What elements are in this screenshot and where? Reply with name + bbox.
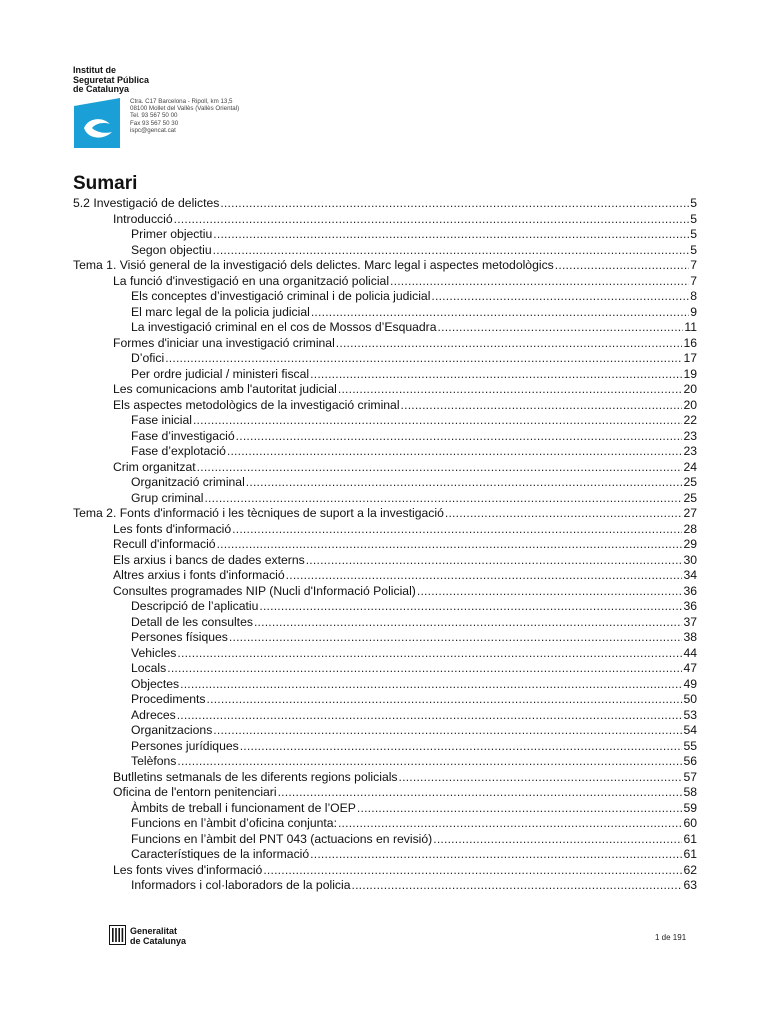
toc-dot-leader <box>180 677 682 693</box>
toc-entry-title: Fase d’explotació <box>131 444 226 458</box>
toc-entry-page: 47 <box>683 661 697 675</box>
page-title: Sumari <box>73 173 138 194</box>
toc-entry[interactable] <box>73 816 697 832</box>
generalitat-emblem-icon <box>109 925 126 945</box>
toc-dot-leader <box>177 646 682 662</box>
toc-entry-page: 58 <box>683 785 697 799</box>
toc-entry[interactable] <box>73 630 697 646</box>
toc-entry-title: Altres arxius i fonts d'informació <box>113 568 285 582</box>
toc-dot-leader <box>555 258 689 274</box>
toc-entry-title: Telèfons <box>131 754 177 768</box>
toc-entry[interactable] <box>73 770 697 786</box>
toc-entry[interactable] <box>73 878 697 894</box>
toc-entry[interactable] <box>73 584 697 600</box>
toc-entry-page: 63 <box>683 878 697 892</box>
toc-dot-leader <box>213 723 682 739</box>
toc-dot-leader <box>417 584 683 600</box>
toc-entry[interactable] <box>73 553 697 569</box>
toc-entry-title: Funcions en l’àmbit d’oficina conjunta: <box>131 816 337 830</box>
page-indicator: 1 de 191 <box>655 933 687 942</box>
toc-entry[interactable] <box>73 801 697 817</box>
toc-dot-leader <box>310 847 682 863</box>
toc-dot-leader <box>165 351 682 367</box>
toc-dot-leader <box>217 537 683 553</box>
toc-entry-page: 28 <box>683 521 697 536</box>
toc-entry-page: 16 <box>683 335 697 350</box>
toc-entry[interactable] <box>73 754 697 770</box>
toc-entry[interactable] <box>73 615 697 631</box>
toc-dot-leader <box>213 243 690 259</box>
toc-entry-page: 54 <box>683 723 697 737</box>
toc-dot-leader <box>336 336 683 352</box>
toc-entry-page: 20 <box>683 397 697 412</box>
toc-dot-leader <box>207 692 683 708</box>
toc-entry-title: Primer objectiu <box>131 227 213 241</box>
toc-entry-title: Els arxius i bancs de dades externs <box>113 552 305 567</box>
toc-entry-title: Detall de les consultes <box>131 614 253 629</box>
toc-entry[interactable] <box>73 646 697 662</box>
toc-entry-title: Objectes <box>131 676 180 691</box>
toc-entry-title: Butlletins setmanals de les diferents regions policials <box>113 769 398 784</box>
toc-entry[interactable] <box>73 429 697 445</box>
institution-name <box>73 66 149 95</box>
toc-entry-page: 20 <box>683 382 697 396</box>
toc-entry[interactable] <box>73 832 697 848</box>
toc-entry[interactable] <box>73 491 697 507</box>
toc-dot-leader <box>177 708 683 724</box>
toc-entry-title: Tema 2. Fonts d'informació i les tècniques de suport a la investigació <box>73 506 444 520</box>
toc-dot-leader <box>351 878 682 894</box>
toc-entry-page: 27 <box>683 506 697 520</box>
institution-contact <box>130 98 239 134</box>
toc-entry-page: 8 <box>690 289 697 303</box>
toc-entry-page: 62 <box>683 862 697 877</box>
toc-entry-title: Per ordre judicial / ministeri fiscal <box>131 366 310 381</box>
toc-entry[interactable] <box>73 258 697 274</box>
toc-dot-leader <box>311 305 689 321</box>
toc-entry[interactable] <box>73 367 697 383</box>
toc-entry-page: 19 <box>683 366 697 381</box>
toc-dot-leader <box>438 320 684 336</box>
toc-entry[interactable] <box>73 320 697 336</box>
toc-entry-title: Segon objectiu <box>131 242 212 257</box>
contact-line: Ctra. C17 Barcelona - Ripoll, km 13,5 <box>130 98 233 105</box>
toc-dot-leader <box>263 863 682 879</box>
toc-dot-leader <box>236 429 683 445</box>
toc-entry-title: Fase inicial <box>131 413 192 427</box>
toc-entry-page: 17 <box>683 351 697 365</box>
contact-line: 08100 Mollet del Vallès (Vallès Oriental) <box>130 105 240 113</box>
toc-entry[interactable] <box>73 212 697 228</box>
toc-dot-leader <box>338 816 682 832</box>
toc-entry-page: 34 <box>683 568 697 582</box>
toc-entry-title: Consultes programades NIP (Nucli d'Informació Policial) <box>113 583 416 598</box>
toc-entry[interactable] <box>73 398 697 414</box>
toc-entry-page: 11 <box>684 320 697 334</box>
toc-entry-title: Organitzacions <box>131 723 213 737</box>
toc-entry-page: 9 <box>690 304 697 319</box>
toc-entry-page: 55 <box>683 738 697 753</box>
toc-entry-page: 22 <box>683 413 697 427</box>
toc-entry[interactable] <box>73 444 697 460</box>
toc-entry[interactable] <box>73 847 697 863</box>
toc-entry-page: 5 <box>690 211 697 226</box>
toc-entry[interactable] <box>73 863 697 879</box>
toc-entry-title: Funcions en l’àmbit del PNT 043 (actuacions en revisió) <box>131 831 433 846</box>
toc-dot-leader <box>401 398 683 414</box>
toc-entry-page: 49 <box>683 676 697 691</box>
toc-entry-title: Fase d’investigació <box>131 428 235 443</box>
generalitat-name-line: Generalitat <box>130 926 178 936</box>
toc-entry-page: 57 <box>683 769 697 784</box>
toc-entry-page: 53 <box>683 707 697 722</box>
toc-entry-title: Recull d'informació <box>113 537 216 551</box>
toc-entry[interactable] <box>73 243 697 259</box>
institution-header <box>73 66 373 150</box>
toc-entry-title: Oficina de l'entorn penitenciari <box>113 785 277 799</box>
toc-entry[interactable] <box>73 289 697 305</box>
toc-entry[interactable] <box>73 351 697 367</box>
table-of-contents <box>73 196 697 894</box>
toc-entry-page: 36 <box>683 583 697 598</box>
toc-entry-title: Els aspectes metodològics de la investigació criminal <box>113 397 400 412</box>
generalitat-name-line: de Catalunya <box>130 935 187 946</box>
toc-entry-page: 29 <box>683 537 697 551</box>
toc-dot-leader <box>174 212 690 228</box>
toc-entry-title: Àmbits de treball i funcionament de l’OEP <box>131 800 356 815</box>
toc-entry-page: 61 <box>683 847 697 861</box>
toc-dot-leader <box>338 382 683 398</box>
toc-entry-page: 56 <box>683 754 697 768</box>
toc-entry[interactable] <box>73 677 697 693</box>
toc-dot-leader <box>167 661 682 677</box>
toc-entry[interactable] <box>73 196 697 212</box>
toc-dot-leader <box>278 785 683 801</box>
toc-entry-title: Introducció <box>113 211 173 226</box>
toc-dot-leader <box>240 739 683 755</box>
toc-entry-title: Informadors i col·laboradors de la policia <box>131 878 351 892</box>
toc-entry-page: 25 <box>683 490 697 505</box>
toc-dot-leader <box>254 615 682 631</box>
toc-dot-leader <box>220 196 689 212</box>
toc-entry[interactable] <box>73 522 697 538</box>
toc-entry-title: Adreces <box>131 707 176 722</box>
toc-entry[interactable] <box>73 475 697 491</box>
toc-entry-title: Persones físiques <box>131 630 228 644</box>
toc-entry-title: Formes d'iniciar una investigació criminal <box>113 335 335 350</box>
toc-entry[interactable] <box>73 599 697 615</box>
toc-entry-title: Crim organitzat <box>113 459 196 474</box>
toc-entry[interactable] <box>73 661 697 677</box>
toc-entry-title: Tema 1. Visió general de la investigació dels delictes. Marc legal i aspectes metodològics <box>73 258 554 272</box>
toc-entry-title: Persones jurídiques <box>131 738 239 753</box>
toc-entry-title: Les fonts d'informació <box>113 521 232 536</box>
toc-entry[interactable] <box>73 336 697 352</box>
generalitat-logo <box>109 925 209 947</box>
toc-entry[interactable] <box>73 537 697 553</box>
toc-entry[interactable] <box>73 723 697 739</box>
toc-dot-leader <box>445 506 683 522</box>
institution-name-line: Institut de <box>73 65 116 75</box>
toc-entry[interactable] <box>73 568 697 584</box>
toc-entry-page: 59 <box>683 800 697 815</box>
toc-dot-leader <box>399 770 683 786</box>
toc-dot-leader <box>204 491 682 507</box>
toc-dot-leader <box>177 754 682 770</box>
toc-dot-leader <box>227 444 683 460</box>
toc-entry-title: D’ofici <box>131 351 165 365</box>
toc-entry-title: Les fonts vives d'informació <box>113 862 263 877</box>
contact-line: Tel. 93 567 50 00 <box>130 112 178 120</box>
toc-entry-title: La investigació criminal en el cos de Mossos d’Esquadra <box>131 320 437 334</box>
toc-entry[interactable] <box>73 739 697 755</box>
toc-entry-page: 60 <box>683 816 697 830</box>
toc-dot-leader <box>431 289 689 305</box>
toc-entry-page: 61 <box>683 831 697 846</box>
toc-entry-page: 44 <box>683 645 697 660</box>
toc-dot-leader <box>197 460 683 476</box>
toc-entry-page: 30 <box>683 552 697 567</box>
ispc-logo-icon <box>74 98 120 148</box>
toc-dot-leader <box>213 227 689 243</box>
toc-dot-leader <box>246 475 683 491</box>
toc-entry-title: La funció d'investigació en una organització policial <box>113 273 390 288</box>
toc-entry-page: 5 <box>690 242 697 257</box>
toc-entry-title: Les comunicacions amb l'autoritat judicial <box>113 382 337 396</box>
toc-entry-title: 5.2 Investigació de delictes <box>73 196 220 210</box>
toc-entry-title: Els conceptes d’investigació criminal i de policia judicial <box>131 289 431 303</box>
toc-dot-leader <box>232 522 682 538</box>
toc-entry-title: Descripció de l’aplicatiu <box>131 599 259 613</box>
generalitat-name <box>130 927 186 946</box>
toc-entry-page: 50 <box>683 692 697 706</box>
toc-entry[interactable] <box>73 708 697 724</box>
toc-dot-leader <box>229 630 683 646</box>
toc-entry-page: 36 <box>683 599 697 613</box>
contact-email: ispc@gencat.cat <box>130 126 176 134</box>
toc-entry[interactable] <box>73 382 697 398</box>
toc-entry-page: 24 <box>683 459 697 474</box>
toc-entry-page: 25 <box>683 475 697 489</box>
toc-entry-page: 23 <box>683 444 697 458</box>
institution-name-line: Seguretat Pública <box>73 74 150 85</box>
toc-dot-leader <box>433 832 682 848</box>
toc-entry[interactable] <box>73 692 697 708</box>
toc-entry[interactable] <box>73 305 697 321</box>
toc-entry-page: 7 <box>690 273 697 288</box>
toc-entry-title: Característiques de la informació <box>131 847 310 861</box>
toc-dot-leader <box>286 568 683 584</box>
toc-dot-leader <box>259 599 682 615</box>
toc-entry-page: 38 <box>683 630 697 644</box>
toc-entry-page: 37 <box>683 614 697 629</box>
toc-entry[interactable] <box>73 785 697 801</box>
toc-entry[interactable] <box>73 274 697 290</box>
toc-entry-page: 23 <box>683 428 697 443</box>
toc-entry[interactable] <box>73 460 697 476</box>
institution-name-line: de Catalunya <box>73 84 130 94</box>
toc-entry-page: 5 <box>690 196 697 210</box>
toc-entry-title: Locals <box>131 661 167 675</box>
toc-entry-title: Grup criminal <box>131 490 204 505</box>
toc-dot-leader <box>193 413 682 429</box>
toc-entry[interactable] <box>73 506 697 522</box>
toc-dot-leader <box>357 801 683 817</box>
toc-entry[interactable] <box>73 227 697 243</box>
toc-dot-leader <box>310 367 682 383</box>
toc-entry-title: Procediments <box>131 692 206 706</box>
toc-entry-title: Organització criminal <box>131 475 245 489</box>
toc-dot-leader <box>390 274 689 290</box>
toc-entry-page: 5 <box>690 227 697 241</box>
contact-line: Fax 93 567 50 30 <box>130 119 179 127</box>
toc-entry-page: 7 <box>690 258 697 272</box>
toc-dot-leader <box>306 553 683 569</box>
toc-entry[interactable] <box>73 413 697 429</box>
toc-entry-title: Vehicles <box>131 645 177 660</box>
toc-entry-title: El marc legal de la policia judicial <box>131 304 310 319</box>
